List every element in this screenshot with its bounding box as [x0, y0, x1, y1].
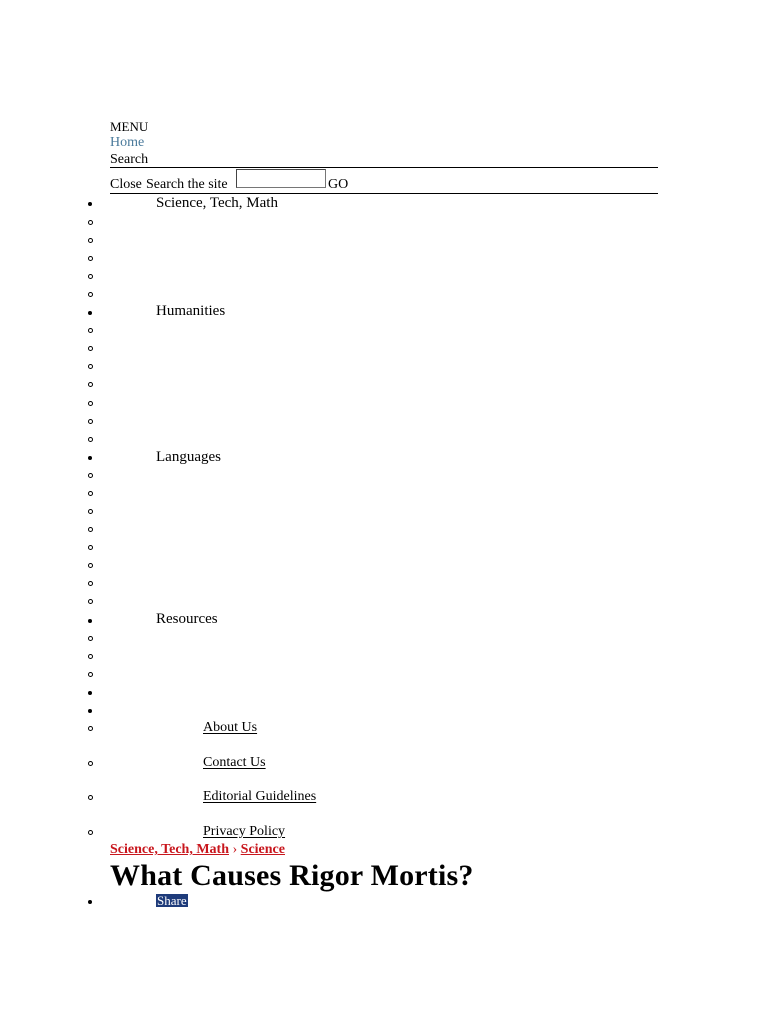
search-bottom-divider — [110, 193, 658, 194]
sublist-bullet — [88, 328, 93, 333]
sublist-bullet — [88, 795, 93, 800]
about-us-link[interactable]: About Us — [203, 720, 258, 735]
sublist-bullet — [88, 636, 93, 641]
search-input[interactable] — [236, 169, 326, 188]
home-link[interactable]: Home — [110, 135, 145, 150]
sublist-bullet — [88, 382, 93, 387]
privacy-policy-link[interactable]: Privacy Policy — [203, 824, 286, 839]
menu-button[interactable]: MENU — [110, 119, 149, 134]
sublist-bullet — [88, 830, 93, 835]
go-button[interactable]: GO — [328, 177, 349, 192]
search-top-divider — [110, 167, 658, 168]
list-bullet — [88, 619, 92, 623]
sublist-bullet — [88, 761, 93, 766]
sublist-bullet — [88, 256, 93, 261]
sublist-bullet — [88, 401, 93, 406]
sublist-bullet — [88, 545, 93, 550]
list-bullet — [88, 900, 92, 904]
sublist-bullet — [88, 527, 93, 532]
breadcrumb — [110, 843, 285, 857]
sublist-bullet — [88, 419, 93, 424]
sublist-bullet — [88, 491, 93, 496]
nav-category-humanities[interactable]: Humanities — [156, 303, 226, 319]
sublist-bullet — [88, 509, 93, 514]
editorial-guidelines-link[interactable]: Editorial Guidelines — [203, 789, 317, 804]
sublist-bullet — [88, 563, 93, 568]
sublist-bullet — [88, 581, 93, 586]
sublist-bullet — [88, 437, 93, 442]
page-title: What Causes Rigor Mortis? — [110, 859, 474, 892]
sublist-bullet — [88, 274, 93, 279]
breadcrumb-science-tech-math[interactable]: Science, Tech, Math — [110, 842, 229, 857]
search-toggle[interactable]: Search — [110, 152, 149, 167]
list-bullet — [88, 456, 92, 460]
sublist-bullet — [88, 599, 93, 604]
breadcrumb-science[interactable]: Science — [240, 842, 285, 857]
list-bullet — [88, 202, 92, 206]
sublist-bullet — [88, 654, 93, 659]
sublist-bullet — [88, 726, 93, 731]
nav-category-resources[interactable]: Resources — [156, 611, 218, 627]
sublist-bullet — [88, 364, 93, 369]
sublist-bullet — [88, 220, 93, 225]
share-button[interactable]: Share — [157, 893, 187, 908]
list-bullet — [88, 709, 92, 713]
sublist-bullet — [88, 238, 93, 243]
nav-category-languages[interactable]: Languages — [156, 449, 221, 465]
sublist-bullet — [88, 292, 93, 297]
contact-us-link[interactable]: Contact Us — [203, 755, 266, 770]
sublist-bullet — [88, 672, 93, 677]
list-bullet — [88, 691, 92, 695]
search-field-label: Search the site — [146, 177, 228, 192]
sublist-bullet — [88, 346, 93, 351]
breadcrumb-separator: › — [232, 842, 238, 857]
close-search-button[interactable]: Close — [110, 177, 142, 192]
list-bullet — [88, 311, 92, 315]
nav-category-science[interactable]: Science, Tech, Math — [156, 195, 278, 211]
sublist-bullet — [88, 473, 93, 478]
